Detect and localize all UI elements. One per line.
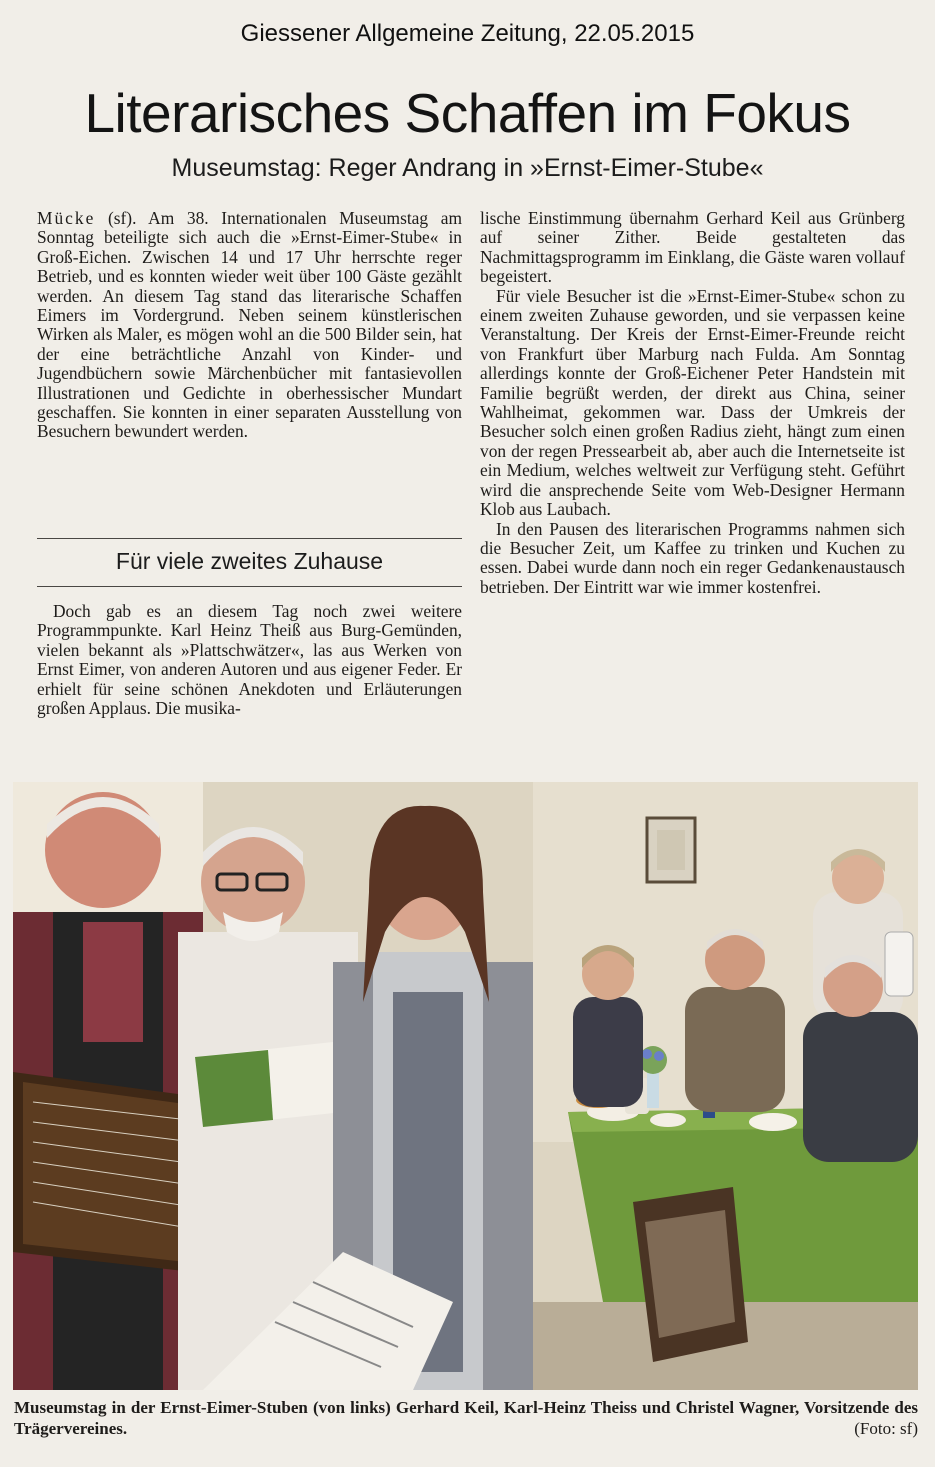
newspaper-source-line: Giessener Allgemeine Zeitung, 22.05.2015: [240, 20, 695, 47]
photo-caption: [14, 1397, 918, 1439]
section-rule-bottom: [37, 586, 462, 587]
article-paragraph-3: Für viele Besucher ist die »Ernst-Eimer-Stube« schon zu einem zweiten Zuhause geworden, und sie verpassen keine Veranstaltung. Der Kreis der Ernst-Eimer-Freunde reicht von Frankfurt über Marburg nach Fulda. Am Sonntag allerdings konnte der Groß-Eichener Peter Handstein mit Familie begrüßt werden, der direkt aus China, seiner Wahlheimat, gekommen war. Dass der Umkreis der Besucher solch einen großen Radius zieht, hängt zum einen von der regen Pressearbeit ab, aber auch die Internetseite ist ein Medium, welches weltweit zur Verfügung steht. Geführt wird die ansprechende Seite vom Web-Designer Hermann Klob aus Laubach.: [480, 285, 905, 520]
article-headline: Literarisches Schaffen im Fokus: [84, 82, 851, 144]
article-paragraph-1-body: (sf). Am 38. Internationalen Museumstag am Sonntag beteiligte sich auch die »Ernst-Eimer-Stube« in Groß-Eichen. Zwischen 14 und 17 Uhr herrschte reger Betrieb, und es konnten wieder weit über 100 Gäste gezählt werden. An diesem Tag stand das literarische Schaffen Eimers im Vordergrund. Neben seinem künstlerischen Wirken als Maler, es mögen wohl an die 500 Bilder sein, hat der eine beträchtliche Anzahl von Kinder- und Jugendbüchern sowie Märchenbücher mit fantasievollen Illustrationen und Gedichte in oberhessischer Mundart geschaffen. Sie konnten in einer separaten Ausstellung von Besuchern bewundert werden.: [37, 208, 462, 442]
photo-illustration: [13, 782, 918, 1390]
article-column-left-lower: [37, 602, 462, 718]
article-column-right: [480, 209, 905, 597]
article-photo: [13, 782, 918, 1390]
article-column-left: [37, 209, 462, 442]
article-subheadline: Museumstag: Reger Andrang in »Ernst-Eimer-Stube«: [171, 154, 764, 182]
section-rule-top: [37, 538, 462, 539]
article-paragraph-2-continued: lische Einstimmung übernahm Gerhard Keil aus Grünberg auf seiner Zither. Beide gestalteten das Nachmittagsprogramm im Einklang, die Gäste waren vollauf begeistert.: [480, 208, 905, 287]
article-paragraph-4: In den Pausen des literarischen Programms nahmen sich die Besucher Zeit, um Kaffee zu trinken und Kuchen zu essen. Dabei wurde dann noch ein reger Gedankenaustausch betrieben. Der Eintritt war wie immer kostenfrei.: [480, 518, 905, 597]
article-dateline: Mücke: [37, 208, 96, 228]
section-heading: Für viele zweites Zuhause: [115, 548, 384, 574]
article-paragraph-2: Doch gab es an diesem Tag noch zwei weitere Programmpunkte. Karl Heinz Theiß aus Burg-Gemünden, vielen bekannt als »Plattschwätzer«, las aus Werken von Ernst Eimer, von anderen Autoren und aus eigener Feder. Er erhielt für seine schönen Anekdoten und Erläuterungen großen Applaus. Die musika-: [37, 601, 462, 719]
photo-caption-text: Museumstag in der Ernst-Eimer-Stuben (von links) Gerhard Keil, Karl-Heinz Theiss und Christel Wagner, Vorsitzende des Trägervereines.: [14, 1398, 918, 1438]
article-paragraph-1: [37, 209, 462, 442]
photo-credit: (Foto: sf): [854, 1419, 918, 1438]
